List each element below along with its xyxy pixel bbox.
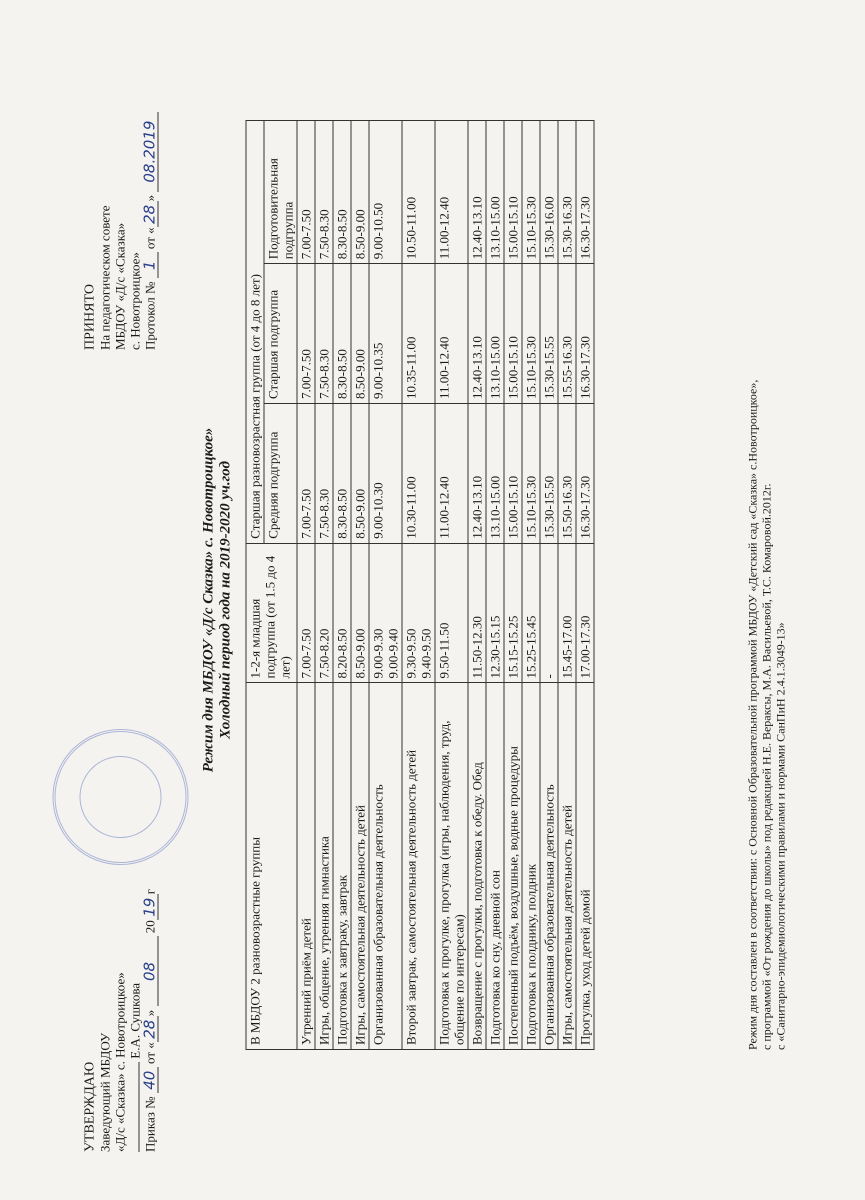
table-row [522,121,540,1050]
organization-stamp [52,729,188,865]
cell-younger: 7.00-7.50 [297,543,315,683]
cell-prep: 12.40-13.10 [468,121,486,264]
cell-middle: 10.30-11.00 [402,403,435,543]
cell-senior: 11.00-12.40 [435,264,468,404]
cell-younger: 15.25-15.45 [522,543,540,683]
cell-prep: 15.00-15.10 [504,121,522,264]
cell-activity: Подготовка ко сну, дневной сон [486,683,504,1050]
cell-prep: 7.00-7.50 [297,121,315,264]
cell-younger: 7.50-8.20 [315,543,333,683]
table-row [576,121,594,1050]
cell-activity: Подготовка к полднику, полдник [522,683,540,1050]
cell-younger: 8.20-8.50 [333,543,351,683]
approval-signatory: Е.А. Сушкова [127,982,142,1059]
cell-prep: 10.50-11.00 [402,121,435,264]
cell-activity: Игры, самостоятельная деятельность детей [351,683,369,1050]
order-month: 08 [142,936,158,1006]
cell-middle: 9.00-10.30 [369,403,402,543]
cell-middle: 13.10-15.00 [486,403,504,543]
cell-prep: 7.50-8.30 [315,121,333,264]
header-younger: 1-2-я младшая подгруппа (от 1.5 до 4 лет) [246,543,297,683]
cell-activity: Прогулка, уход детей домой [576,683,594,1050]
cell-younger: 9.00-9.30 9.00-9.40 [369,543,402,683]
cell-senior: 15.30-15.55 [540,264,558,404]
cell-activity: Организованная образовательная деятельность [540,683,558,1050]
approval-order-line: Приказ № 40 от «28» 08 2019г [140,888,158,1152]
order-number: 40 [142,1067,158,1093]
cell-senior: 15.55-16.30 [558,264,576,404]
cell-senior: 16.30-17.30 [576,264,594,404]
table-header-row [246,121,264,1050]
order-year: 19 [142,894,158,920]
cell-activity: Возвращение с прогулки, подготовка к обеду. Обед [468,683,486,1050]
title-line-1: Режим дня МБДОУ «Д/с Сказка» с. Новотроицкое» [200,427,216,773]
cell-middle: 15.50-16.30 [558,403,576,543]
cell-prep: 15.30-16.00 [540,121,558,264]
cell-senior: 7.50-8.30 [315,264,333,404]
cell-younger: 12.30-15.15 [486,543,504,683]
cell-middle: 12.40-13.10 [468,403,486,543]
cell-middle: 8.30-8.50 [333,403,351,543]
footer-line-2: с программой «От рождения до школы» под редакцией Н.Е. Вераксы, М.А. Васильевой, Т.С. Комаровой.2012г. [759,483,773,1050]
footer-line-3: с «Санитарно-эпидемиологическими правилами и нормами СанПиН 2.4.1.3049-13» [773,622,787,1050]
cell-senior: 9.00-10.35 [369,264,402,404]
protocol-line: Протокол № 1 от «28» 08.2019 [142,50,158,350]
footer-notes [745,100,787,1050]
approval-signature-line [127,852,142,1152]
table-row [297,121,315,1050]
accepted-heading: ПРИНЯТО [82,284,97,350]
cell-prep: 8.50-9.00 [351,121,369,264]
table-row [315,121,333,1050]
cell-younger: 9.50-11.50 [435,543,468,683]
cell-activity: Игры, самостоятельная деятельность детей [558,683,576,1050]
cell-senior: 13.10-15.00 [486,264,504,404]
table-row [558,121,576,1050]
cell-senior: 15.00-15.10 [504,264,522,404]
cell-middle: 11.00-12.40 [435,403,468,543]
subheader-prep: Подготовительная подгруппа [264,121,297,264]
cell-younger: 15.15-15.25 [504,543,522,683]
cell-activity: Постепенный подъём, воздушные, водные процедуры [504,683,522,1050]
cell-activity: Подготовка к прогулке, прогулка (игры, наблюдения, труд, общение по интересам) [435,683,468,1050]
cell-senior: 15.10-15.30 [522,264,540,404]
cell-prep: 8.30-8.50 [333,121,351,264]
cell-middle: 7.00-7.50 [297,403,315,543]
header-senior-group: Старшая разновозрастная группа (от 4 до 8 лет) [246,121,264,544]
table-row [402,121,435,1050]
cell-prep: 9.00-10.50 [369,121,402,264]
cell-middle: 16.30-17.30 [576,403,594,543]
table-row [369,121,402,1050]
cell-senior: 10.35-11.00 [402,264,435,404]
cell-younger: - [540,543,558,683]
approval-block [82,852,158,1152]
cell-activity: Подготовка к завтраку, завтрак [333,683,351,1050]
table-row [435,121,468,1050]
cell-prep: 13.10-15.00 [486,121,504,264]
approval-heading: УТВЕРЖДАЮ [82,1061,97,1152]
table-row [540,121,558,1050]
order-day: 28 [142,1016,158,1042]
accepted-line-3: с. Новотроицкое» [127,252,142,350]
cell-middle: 15.30-15.50 [540,403,558,543]
cell-younger: 9.30-9.50 9.40-9.50 [402,543,435,683]
table-row [486,121,504,1050]
cell-senior: 12.40-13.10 [468,264,486,404]
table-row [468,121,486,1050]
cell-senior: 8.50-9.00 [351,264,369,404]
table-row [504,121,522,1050]
cell-senior: 7.00-7.50 [297,264,315,404]
subheader-middle: Средняя подгруппа [264,403,297,543]
cell-younger: 11.50-12.30 [468,543,486,683]
cell-senior: 8.30-8.50 [333,264,351,404]
cell-prep: 15.30-16.30 [558,121,576,264]
protocol-month: 08.2019 [142,112,158,192]
accepted-line-2: МБДОУ «Д/с «Сказка» [112,222,127,350]
cell-middle: 8.50-9.00 [351,403,369,543]
cell-prep: 15.10-15.30 [522,121,540,264]
cell-middle: 15.00-15.10 [504,403,522,543]
cell-younger: 15.45-17.00 [558,543,576,683]
subheader-senior: Старшая подгруппа [264,264,297,404]
accepted-block [82,50,158,350]
stamp-inner-ring [79,756,161,838]
schedule-table [245,120,594,1050]
cell-prep: 11.00-12.40 [435,121,468,264]
cell-middle: 7.50-8.30 [315,403,333,543]
cell-middle: 15.10-15.30 [522,403,540,543]
footer-line-1: Режим дня составлен в соответствии: с Основной Образовательной программой МБДОУ «Детский сад «Сказка» с.Новотроицкое», [745,379,759,1050]
cell-prep: 16.30-17.30 [576,121,594,264]
cell-activity: Игры, общение, утренняя гимнастика [315,683,333,1050]
cell-activity: Утренний приём детей [297,683,315,1050]
approval-organization: «Д/с «Сказка» с. Новотроицкое» [112,972,127,1152]
approval-position: Заведующий МБДОУ [97,1032,112,1152]
header-activity: В МБДОУ 2 разновозрастные группы [246,683,297,1050]
title-line-2: Холодный период года на 2019-2020 уч.год [217,461,233,739]
cell-younger: 17.00-17.30 [576,543,594,683]
accepted-line-1: На педагогическом совете [97,205,112,350]
protocol-number: 1 [142,252,158,278]
table-body [297,121,594,1050]
cell-younger: 8.50-9.00 [351,543,369,683]
table-row [351,121,369,1050]
document-title [200,0,234,1200]
cell-activity: Организованная образовательная деятельность [369,683,402,1050]
protocol-day: 28 [142,201,158,227]
table-row [333,121,351,1050]
cell-activity: Второй завтрак, самостоятельная деятельность детей [402,683,435,1050]
